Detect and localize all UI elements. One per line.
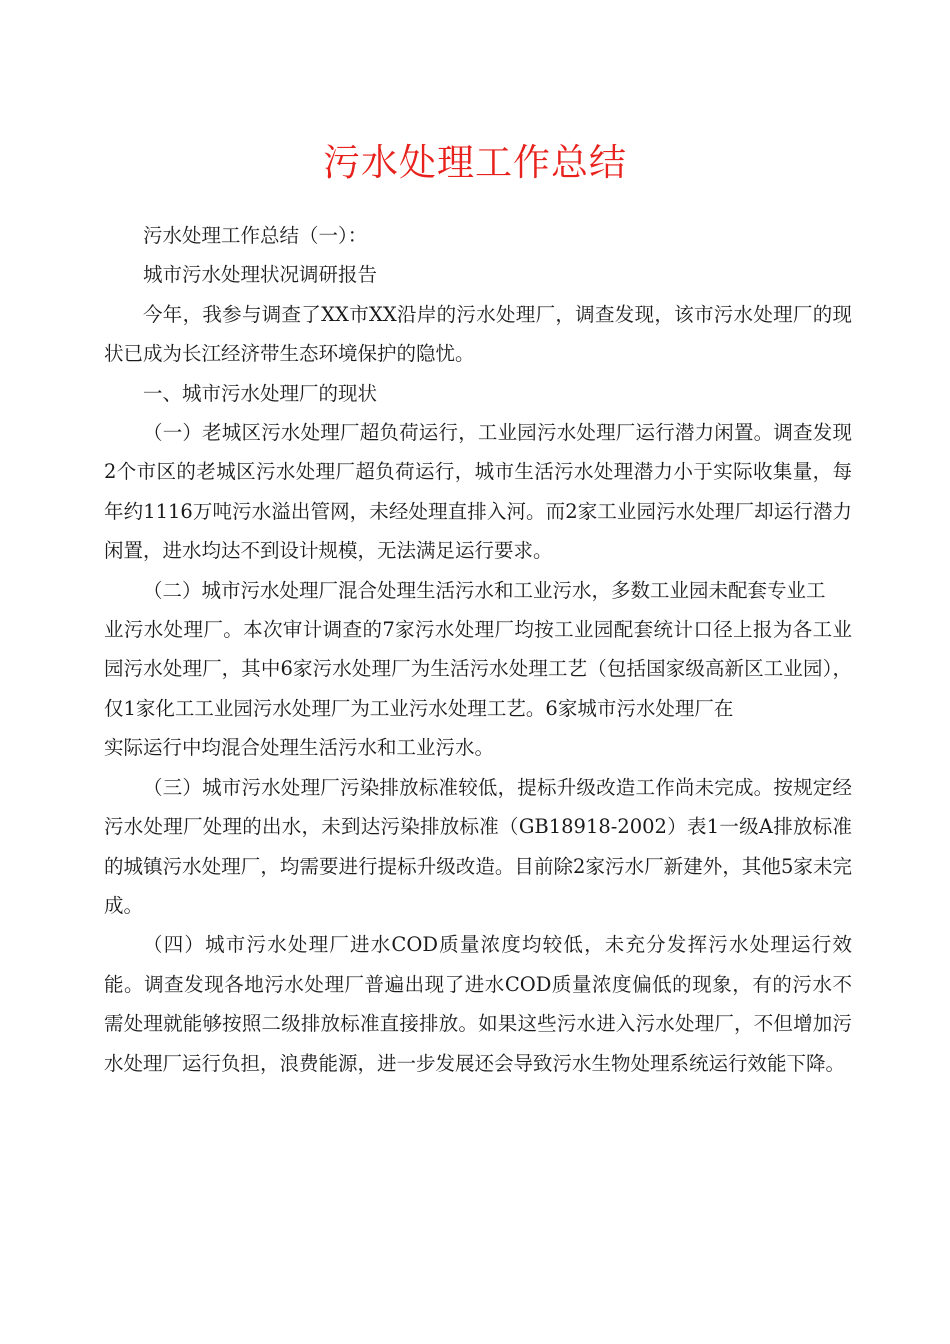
- paragraph: （四）城市污水处理厂进水COD质量浓度均较低，未充分发挥污水处理运行效能。调查发现各地污水处理厂普遍出现了进水COD质量浓度偏低的现象，有的污水不需处理就能够按照二级排放标准直接排放。如果这些污水进入污水处理厂，不但增加污水处理厂运行负担，浪费能源，进一步发展还会导致污水生物处理系统运行效能下降。: [104, 933, 852, 1075]
- document-body: [104, 216, 852, 1083]
- paragraph: （二）城市污水处理厂混合处理生活污水和工业污水，多数工业园未配套专业工: [143, 578, 826, 602]
- section-heading: 一、城市污水处理厂的现状: [143, 381, 378, 405]
- paragraph: （一）老城区污水处理厂超负荷运行，工业园污水处理厂运行潜力闲置。调查发现2个市区的老城区污水处理厂超负荷运行，城市生活污水处理潜力小于实际收集量，每年约1116万吨污水溢出管网，未经处理直排入河。而2家工业园污水处理厂却运行潜力闲置，进水均达不到设计规模，无法满足运行要求。: [104, 421, 852, 563]
- paragraph: 业污水处理厂。本次审计调查的7家污水处理厂均按工业园配套统计口径上报为各工业园污水处理厂，其中6家污水处理厂为生活污水处理工艺（包括国家级高新区工业园），仅1家化工工业园污水处理厂为工业污水处理工艺。6家城市污水处理厂在: [104, 618, 852, 720]
- document-title: 污水处理工作总结: [323, 140, 627, 184]
- paragraph: 污水处理工作总结（一）：: [143, 224, 368, 247]
- paragraph: 实际运行中均混合处理生活污水和工业污水。: [104, 736, 495, 760]
- paragraph: 今年，我参与调查了XX市XX沿岸的污水处理厂，调查发现，该市污水处理厂的现状已成为长江经济带生态环境保护的隐忧。: [104, 302, 852, 366]
- paragraph: 城市污水处理状况调研报告: [143, 263, 378, 287]
- paragraph: （三）城市污水处理厂污染排放标准较低，提标升级改造工作尚未完成。按规定经污水处理厂处理的出水，未到达污染排放标准（GB18918-2002）表1一级A排放标准的城镇污水处理厂，均需要进行提标升级改造。目前除2家污水厂新建外，其他5家未完成。: [104, 775, 852, 917]
